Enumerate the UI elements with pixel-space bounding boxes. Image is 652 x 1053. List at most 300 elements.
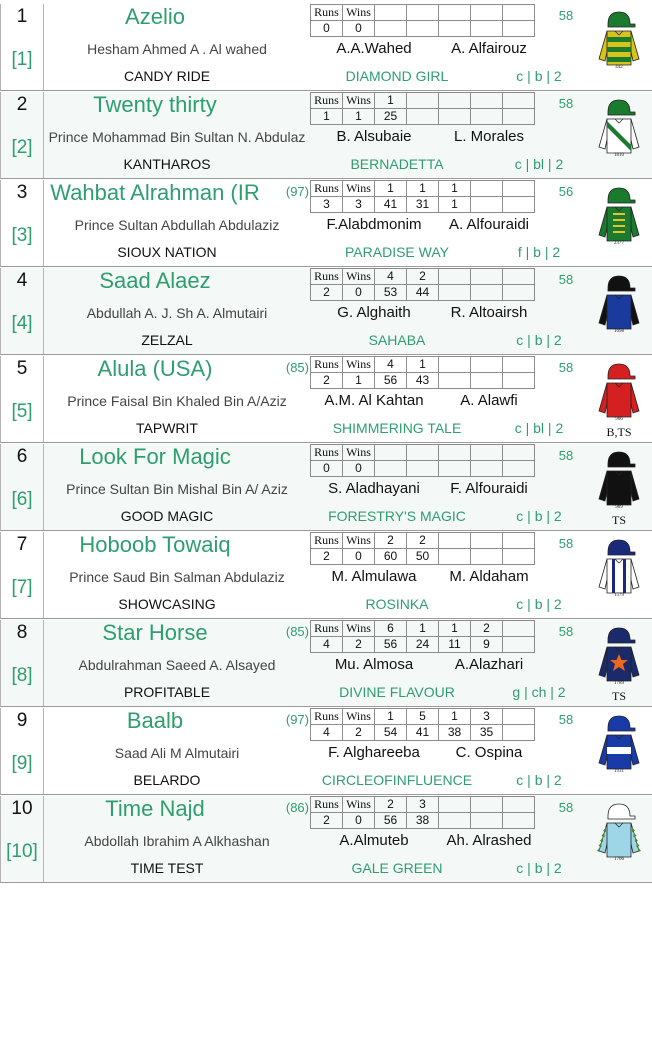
saddle-number: 7 [16, 534, 28, 555]
wins-header: Wins [343, 445, 375, 461]
runs-header: Runs [311, 357, 343, 373]
stat-cell [471, 813, 503, 829]
sire-name: TAPWRIT [136, 420, 198, 436]
stat-cell: 0 [343, 549, 375, 565]
stat-cell: 1 [407, 621, 439, 637]
dam-name: CIRCLEOFINFLUENCE [321, 772, 473, 788]
gear-info: c | bl | 2 [514, 420, 564, 436]
silks-cap [608, 540, 635, 555]
equipment-code: B,TS [606, 425, 632, 439]
horse-name: Star Horse [102, 620, 208, 645]
stat-cell [503, 637, 535, 653]
gear-info: c | b | 2 [516, 596, 562, 612]
stat-cell [439, 357, 471, 373]
stat-cell [375, 5, 407, 21]
stat-cell: 0 [343, 285, 375, 301]
stats-row-top [311, 533, 535, 549]
stat-cell: 0 [311, 461, 343, 477]
stat-cell [439, 5, 471, 21]
stat-cell [407, 5, 439, 21]
runs-header: Runs [311, 797, 343, 813]
silks-number: 442 [615, 65, 623, 69]
stat-cell: 0 [343, 461, 375, 477]
stat-cell [407, 461, 439, 477]
owner-name: Prince Sultan Abdullah Abdulaziz [74, 217, 280, 233]
silks-body [607, 471, 631, 505]
stat-cell: 43 [407, 373, 439, 389]
stats-row-bottom [311, 813, 535, 829]
stat-cell: 31 [407, 197, 439, 213]
wins-header: Wins [343, 621, 375, 637]
stat-cell [503, 621, 535, 637]
stat-cell: 56 [375, 813, 407, 829]
form-stats-table [310, 356, 535, 389]
stat-cell [503, 181, 535, 197]
stats-row-top [311, 93, 535, 109]
form-stats-table [310, 444, 535, 477]
stat-cell [503, 285, 535, 301]
stat-cell: 3 [471, 709, 503, 725]
stat-cell: 2 [407, 533, 439, 549]
jockey-name: G. Alghaith [337, 304, 411, 321]
draw-number: [7] [11, 577, 33, 598]
stat-cell: 2 [407, 269, 439, 285]
trainer-name: L. Morales [453, 128, 525, 145]
form-stats-table [310, 180, 535, 213]
sire-name: TIME TEST [130, 860, 204, 876]
owner-name: Hesham Ahmed A . Al wahed [87, 41, 267, 57]
stat-cell: 25 [375, 109, 407, 125]
horse-rating: (97) [285, 712, 309, 727]
stat-cell [407, 21, 439, 37]
form-stats-table [310, 268, 535, 301]
stats-row-top [311, 269, 535, 285]
owner-name: Prince Mohammad Bin Sultan N. Abdulaz [48, 129, 306, 145]
trainer-name: Ah. Alrashed [446, 832, 532, 849]
stat-cell: 44 [407, 285, 439, 301]
stat-cell [503, 269, 535, 285]
stat-cell [439, 285, 471, 301]
stat-cell [471, 373, 503, 389]
sire-name: CANDY RIDE [123, 68, 211, 84]
trainer-name: A. Alfairouz [451, 40, 527, 57]
runs-header: Runs [311, 709, 343, 725]
silks-cap [608, 12, 635, 27]
stat-cell [503, 461, 535, 477]
draw-number: [10] [6, 841, 38, 862]
silks-number: 1579 [614, 593, 624, 597]
stats-row-top [311, 5, 535, 21]
silks-cap [608, 452, 635, 467]
stat-cell: 53 [375, 285, 407, 301]
stat-cell [503, 709, 535, 725]
draw-number: [8] [11, 665, 33, 686]
form-stats-table [310, 92, 535, 125]
dam-name: DIVINE FLAVOUR [339, 684, 455, 700]
silks-number: 1931 [614, 769, 624, 773]
stat-cell: 54 [375, 725, 407, 741]
stats-row-bottom [311, 725, 535, 741]
wins-header: Wins [343, 269, 375, 285]
stats-row-bottom [311, 21, 535, 37]
stat-cell: 2 [471, 621, 503, 637]
trainer-name: F. Alfouraidi [450, 480, 528, 497]
carried-weight: 58 [558, 96, 574, 111]
runner-row [0, 356, 652, 443]
jockey-name: S. Aladhayani [328, 480, 420, 497]
runs-header: Runs [311, 445, 343, 461]
saddle-number: 5 [16, 358, 28, 379]
sire-name: SIOUX NATION [117, 244, 217, 260]
form-stats-table [310, 708, 535, 741]
stat-cell [471, 549, 503, 565]
gear-info: f | b | 2 [517, 244, 561, 260]
trainer-name: A.Alazhari [454, 656, 524, 673]
silks-body [607, 823, 631, 857]
stat-cell: 1 [343, 109, 375, 125]
stat-cell [439, 533, 471, 549]
carried-weight: 58 [558, 624, 574, 639]
stats-row-top [311, 445, 535, 461]
jockey-silks-icon [595, 271, 643, 333]
saddle-number: 8 [16, 622, 28, 643]
stats-row-top [311, 709, 535, 725]
stats-row-top [311, 621, 535, 637]
runs-header: Runs [311, 269, 343, 285]
stat-cell: 2 [375, 533, 407, 549]
stat-cell: 56 [375, 637, 407, 653]
owner-name: Saad Ali M Almutairi [114, 745, 240, 761]
wins-header: Wins [343, 357, 375, 373]
silks-number: 1766 [614, 857, 624, 861]
carried-weight: 58 [558, 360, 574, 375]
stats-row-bottom [311, 197, 535, 213]
stat-cell: 2 [343, 725, 375, 741]
stat-cell: 1 [375, 181, 407, 197]
silks-cap [608, 804, 635, 819]
stat-cell [439, 797, 471, 813]
stat-cell [375, 21, 407, 37]
horse-name: Baalb [126, 708, 184, 733]
jockey-name: A.Almuteb [339, 832, 409, 849]
dam-name: PARADISE WAY [345, 244, 449, 260]
stats-row-bottom [311, 373, 535, 389]
stat-cell [471, 197, 503, 213]
stat-cell: 2 [375, 797, 407, 813]
silks-cap [608, 100, 635, 115]
stat-cell [503, 21, 535, 37]
stat-cell: 24 [407, 637, 439, 653]
stat-cell: 38 [439, 725, 471, 741]
draw-number: [5] [11, 401, 33, 422]
owner-name: Abdulrahman Saeed A. Alsayed [78, 657, 276, 673]
silks-cap [608, 716, 635, 731]
silks-body [607, 295, 631, 329]
gear-info: c | bl | 2 [514, 156, 564, 172]
runner-row [0, 4, 652, 91]
stat-cell: 0 [343, 21, 375, 37]
jockey-silks-icon [595, 535, 643, 597]
stat-cell [471, 181, 503, 197]
stat-cell [471, 93, 503, 109]
equipment-code: TS [611, 513, 626, 527]
stat-cell [503, 5, 535, 21]
dam-name: GALE GREEN [351, 860, 443, 876]
stats-row-top [311, 357, 535, 373]
draw-number: [2] [11, 137, 33, 158]
stat-cell: 4 [311, 637, 343, 653]
saddle-number: 1 [16, 6, 28, 27]
stat-cell: 11 [439, 637, 471, 653]
gear-info: g | ch | 2 [512, 684, 566, 700]
stat-cell [503, 357, 535, 373]
stat-cell [375, 461, 407, 477]
stat-cell [439, 373, 471, 389]
stats-row-bottom [311, 549, 535, 565]
stat-cell [471, 285, 503, 301]
horse-name: Alula (USA) [97, 356, 213, 381]
trainer-name: C. Ospina [455, 744, 523, 761]
horse-name: Saad Alaez [99, 268, 211, 293]
stat-cell [471, 109, 503, 125]
stat-cell [503, 445, 535, 461]
stat-cell: 38 [407, 813, 439, 829]
carried-weight: 58 [558, 712, 574, 727]
owner-name: Prince Saud Bin Salman Abdulaziz [69, 569, 285, 585]
wins-header: Wins [343, 533, 375, 549]
stat-cell [471, 269, 503, 285]
stat-cell [439, 93, 471, 109]
dam-name: FORESTRY'S MAGIC [328, 508, 466, 524]
silks-cap [608, 188, 635, 203]
stat-cell: 1 [375, 93, 407, 109]
gear-info: c | b | 2 [516, 332, 562, 348]
silks-number: 1698 [614, 329, 624, 333]
stat-cell [407, 93, 439, 109]
stat-cell [439, 269, 471, 285]
jockey-name: A.M. Al Kahtan [324, 392, 424, 409]
stat-cell [503, 109, 535, 125]
stats-row-bottom [311, 637, 535, 653]
stat-cell [471, 445, 503, 461]
draw-number: [3] [11, 225, 33, 246]
stats-row-top [311, 181, 535, 197]
stat-cell: 1 [375, 709, 407, 725]
stat-cell [503, 533, 535, 549]
jockey-name: Mu. Almosa [334, 656, 414, 673]
horse-name: Twenty thirty [93, 92, 217, 117]
silks-number: 969 [615, 505, 623, 509]
horse-rating: (85) [285, 360, 309, 375]
dam-name: DIAMOND GIRL [345, 68, 449, 84]
stat-cell: 5 [407, 709, 439, 725]
jockey-name: A.A.Wahed [336, 40, 412, 57]
dam-name: BERNADETTA [350, 156, 444, 172]
stat-cell [503, 813, 535, 829]
saddle-number: 9 [16, 710, 28, 731]
carried-weight: 58 [558, 272, 574, 287]
stat-cell: 2 [311, 549, 343, 565]
wins-header: Wins [343, 797, 375, 813]
stat-cell [503, 725, 535, 741]
form-stats-table [310, 4, 535, 37]
owner-name: Abdullah A. J. Sh A. Almutairi [86, 305, 268, 321]
horse-name: Hoboob Towaiq [79, 532, 231, 557]
stat-cell: 50 [407, 549, 439, 565]
wins-header: Wins [343, 93, 375, 109]
draw-number: [6] [11, 489, 33, 510]
stat-cell: 4 [311, 725, 343, 741]
carried-weight: 58 [558, 448, 574, 463]
runs-header: Runs [311, 621, 343, 637]
trainer-name: R. Altoairsh [450, 304, 528, 321]
runner-row [0, 796, 652, 883]
sire-name: BELARDO [133, 772, 201, 788]
dam-name: SHIMMERING TALE [332, 420, 462, 436]
stat-cell [439, 109, 471, 125]
stat-cell: 0 [311, 21, 343, 37]
stats-row-bottom [311, 461, 535, 477]
stat-cell: 1 [439, 181, 471, 197]
stat-cell: 3 [311, 197, 343, 213]
stat-cell: 4 [375, 269, 407, 285]
stat-cell: 1 [343, 373, 375, 389]
stat-cell [439, 21, 471, 37]
horse-rating: (85) [285, 624, 309, 639]
runner-row [0, 620, 652, 707]
stat-cell [439, 813, 471, 829]
silks-number: 1810 [614, 153, 624, 157]
gear-info: c | b | 2 [516, 68, 562, 84]
saddle-number: 2 [16, 94, 28, 115]
carried-weight: 58 [558, 800, 574, 815]
horse-rating: (86) [285, 800, 309, 815]
stat-cell: 1 [407, 357, 439, 373]
carried-weight: 58 [558, 8, 574, 23]
stats-row-bottom [311, 109, 535, 125]
stat-cell: 2 [311, 373, 343, 389]
horse-name: Wahbat Alrahman (IR [50, 180, 260, 205]
draw-number: [1] [11, 49, 33, 70]
owner-name: Abdollah Ibrahim A Alkhashan [84, 833, 270, 849]
silks-number: 2377 [614, 241, 624, 245]
saddle-number: 4 [16, 270, 28, 291]
draw-number: [4] [11, 313, 33, 334]
stat-cell [407, 109, 439, 125]
runner-row [0, 180, 652, 267]
stat-cell [503, 93, 535, 109]
form-stats-table [310, 796, 535, 829]
stat-cell: 56 [375, 373, 407, 389]
stat-cell [439, 461, 471, 477]
stat-cell [503, 549, 535, 565]
horse-name: Time Najd [105, 796, 205, 821]
gear-info: c | b | 2 [516, 860, 562, 876]
stat-cell: 1 [439, 621, 471, 637]
stat-cell [471, 533, 503, 549]
gear-info: c | b | 2 [516, 508, 562, 524]
dam-name: SAHABA [368, 332, 426, 348]
stat-cell: 1 [407, 181, 439, 197]
silks-number: 1789 [614, 681, 624, 685]
saddle-number: 3 [16, 182, 28, 203]
jockey-silks-icon [595, 7, 643, 69]
runner-row [0, 532, 652, 619]
stat-cell [375, 445, 407, 461]
dam-name: ROSINKA [365, 596, 429, 612]
stat-cell [471, 357, 503, 373]
stats-row-bottom [311, 285, 535, 301]
horse-name: Azelio [125, 4, 185, 29]
jockey-name: F. Alghareeba [328, 744, 420, 761]
owner-name: Prince Faisal Bin Khaled Bin A/Aziz [67, 393, 287, 409]
stat-cell [439, 445, 471, 461]
jockey-silks-icon [595, 183, 643, 245]
form-stats-table [310, 620, 535, 653]
jockey-name: F.Alabdmonim [326, 216, 422, 233]
horse-rating: (97) [285, 184, 309, 199]
stat-cell [471, 5, 503, 21]
runs-header: Runs [311, 5, 343, 21]
sire-name: GOOD MAGIC [120, 508, 214, 524]
stat-cell: 3 [343, 197, 375, 213]
stat-cell: 41 [375, 197, 407, 213]
silks-number: 966 [615, 417, 623, 421]
trainer-name: A. Alawfi [460, 392, 518, 409]
stat-cell: 35 [471, 725, 503, 741]
silks-body [607, 207, 631, 241]
stat-cell: 41 [407, 725, 439, 741]
wins-header: Wins [343, 181, 375, 197]
draw-number: [9] [11, 753, 33, 774]
stat-cell: 60 [375, 549, 407, 565]
runs-header: Runs [311, 93, 343, 109]
wins-header: Wins [343, 5, 375, 21]
stat-cell: 2 [311, 285, 343, 301]
saddle-number: 10 [11, 798, 33, 819]
runs-header: Runs [311, 533, 343, 549]
horse-name: Look For Magic [79, 444, 231, 469]
sire-name: SHOWCASING [118, 596, 216, 612]
stat-cell: 2 [343, 637, 375, 653]
sire-name: PROFITABLE [123, 684, 211, 700]
silks-cap [608, 364, 635, 379]
owner-name: Prince Sultan Bin Mishal Bin A/ Aziz [66, 481, 288, 497]
stat-cell: 0 [343, 813, 375, 829]
runner-row [0, 444, 652, 531]
stat-cell [471, 21, 503, 37]
stat-cell: 9 [471, 637, 503, 653]
silks-cap [608, 276, 635, 291]
stat-cell: 1 [311, 109, 343, 125]
form-stats-table [310, 532, 535, 565]
jockey-silks-icon [595, 359, 643, 421]
saddle-number: 6 [16, 446, 28, 467]
silks-body [607, 383, 631, 417]
trainer-name: M. Aldaham [449, 568, 529, 585]
runs-header: Runs [311, 181, 343, 197]
stat-cell [407, 445, 439, 461]
stat-cell [471, 461, 503, 477]
jockey-name: B. Alsubaie [336, 128, 412, 145]
stat-cell: 6 [375, 621, 407, 637]
gear-info: c | b | 2 [516, 772, 562, 788]
silks-body [607, 559, 631, 593]
runner-row [0, 708, 652, 795]
stat-cell [503, 373, 535, 389]
carried-weight: 56 [558, 184, 574, 199]
jockey-name: M. Almulawa [331, 568, 417, 585]
